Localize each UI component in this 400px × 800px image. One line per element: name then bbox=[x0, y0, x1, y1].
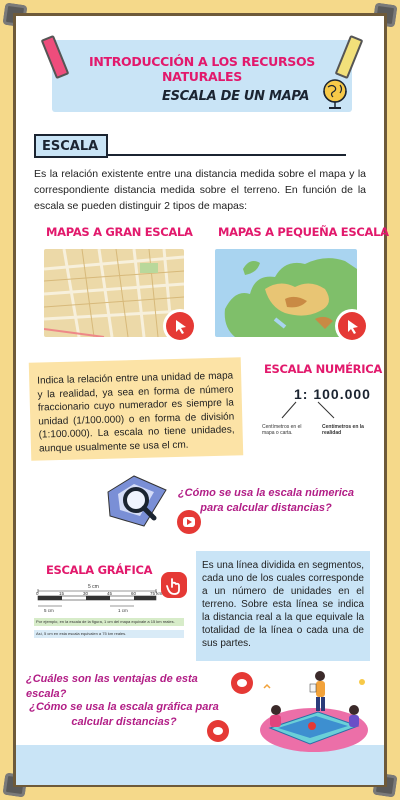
scale-top-label: 5 cm bbox=[88, 584, 99, 590]
numeric-scale-description-box bbox=[29, 357, 243, 461]
section-heading-label: ESCALA bbox=[42, 139, 99, 154]
graphic-scale-description-box bbox=[196, 551, 370, 661]
graphic-scale-description: Es una línea dividida en segmentos, cada uno de los cuales corresponde a un número de unidades en el terreno. Sobre esta línea se indica la distancia real a la que equivale la totalidad de la línea o cada una de sus partes. bbox=[202, 560, 364, 649]
graphic-scale-title: ESCALA GRÁFICA bbox=[46, 563, 153, 577]
tick-label: 60 bbox=[131, 591, 137, 596]
tick-label: 75 km bbox=[150, 591, 163, 596]
question-advantages[interactable]: ¿Cuáles son las ventajas de esta escala? bbox=[26, 673, 198, 700]
globe-icon bbox=[320, 78, 350, 110]
question-graphic-scale[interactable]: ¿Cómo se usa la escala gráfica para calcular distancias? bbox=[29, 701, 219, 728]
under-right-label: 1 cm bbox=[118, 608, 128, 613]
question-numeric-scale[interactable]: ¿Cómo se usa la escala númerica para calcular distancias? bbox=[177, 487, 355, 514]
graphic-note-2: Así, 5 cm en esta escala equivalen a 75 km reales. bbox=[34, 630, 184, 638]
graphic-scale-diagram bbox=[34, 582, 184, 646]
page-title: INTRODUCCIÓN A LOS RECURSOS NATURALES bbox=[88, 54, 316, 84]
large-scale-label: MAPAS A GRAN ESCALA bbox=[46, 225, 193, 239]
numeric-scale-arrows bbox=[276, 400, 356, 422]
graphic-note-1: Por ejemplo, en la escala de la figura, 1 cm del mapa equivale a 15 km reales. bbox=[34, 618, 184, 626]
tick-label: 45 bbox=[107, 591, 113, 596]
tick-label: 30 bbox=[83, 591, 89, 596]
people-map-illustration bbox=[250, 668, 378, 756]
magnifier-map-icon bbox=[104, 472, 170, 530]
large-scale-map-image bbox=[44, 249, 184, 337]
title-banner bbox=[52, 40, 352, 112]
click-button[interactable] bbox=[166, 312, 194, 340]
divider bbox=[108, 154, 346, 156]
numeric-scale-description: Indica la relación entre una unidad de mapa y la realidad, ya sea en forma de número fraccionario cuyo numerador es siempre la unidad (1/100.000) o en forma de división (1:100.000). La escala no tiene unidades, aunque usualmente se usa el cm. bbox=[37, 370, 235, 455]
numeric-scale-title: ESCALA NUMÉRICA bbox=[264, 362, 382, 376]
eye-icon[interactable] bbox=[207, 720, 229, 742]
section-heading bbox=[34, 134, 108, 158]
click-button[interactable] bbox=[338, 312, 366, 340]
tick-label: 0 bbox=[36, 591, 39, 596]
scale-bar bbox=[34, 582, 184, 612]
numeric-note-right: Centímetros en la realidad bbox=[322, 424, 364, 436]
small-scale-map-image bbox=[215, 249, 357, 337]
small-scale-label: MAPAS A PEQUEÑA ESCALA bbox=[218, 225, 389, 239]
cursor-icon bbox=[338, 312, 366, 340]
video-play-icon[interactable] bbox=[177, 510, 201, 534]
intro-text: Es la relación existente entre una distancia medida sobre el mapa y la correspondiente distancia medida sobre el terreno. En función de la escala se pueden distinguir 2 tipos de mapas: bbox=[34, 168, 366, 212]
page-subtitle: ESCALA DE UN MAPA bbox=[162, 89, 310, 104]
numeric-note-left: Centímetros en el mapa o carta. bbox=[262, 424, 302, 436]
cursor-icon bbox=[166, 312, 194, 340]
tick-label: 15 bbox=[59, 591, 65, 596]
numeric-scale-value: 1: 100.000 bbox=[294, 386, 371, 402]
under-left-label: 5 cm bbox=[44, 608, 54, 613]
